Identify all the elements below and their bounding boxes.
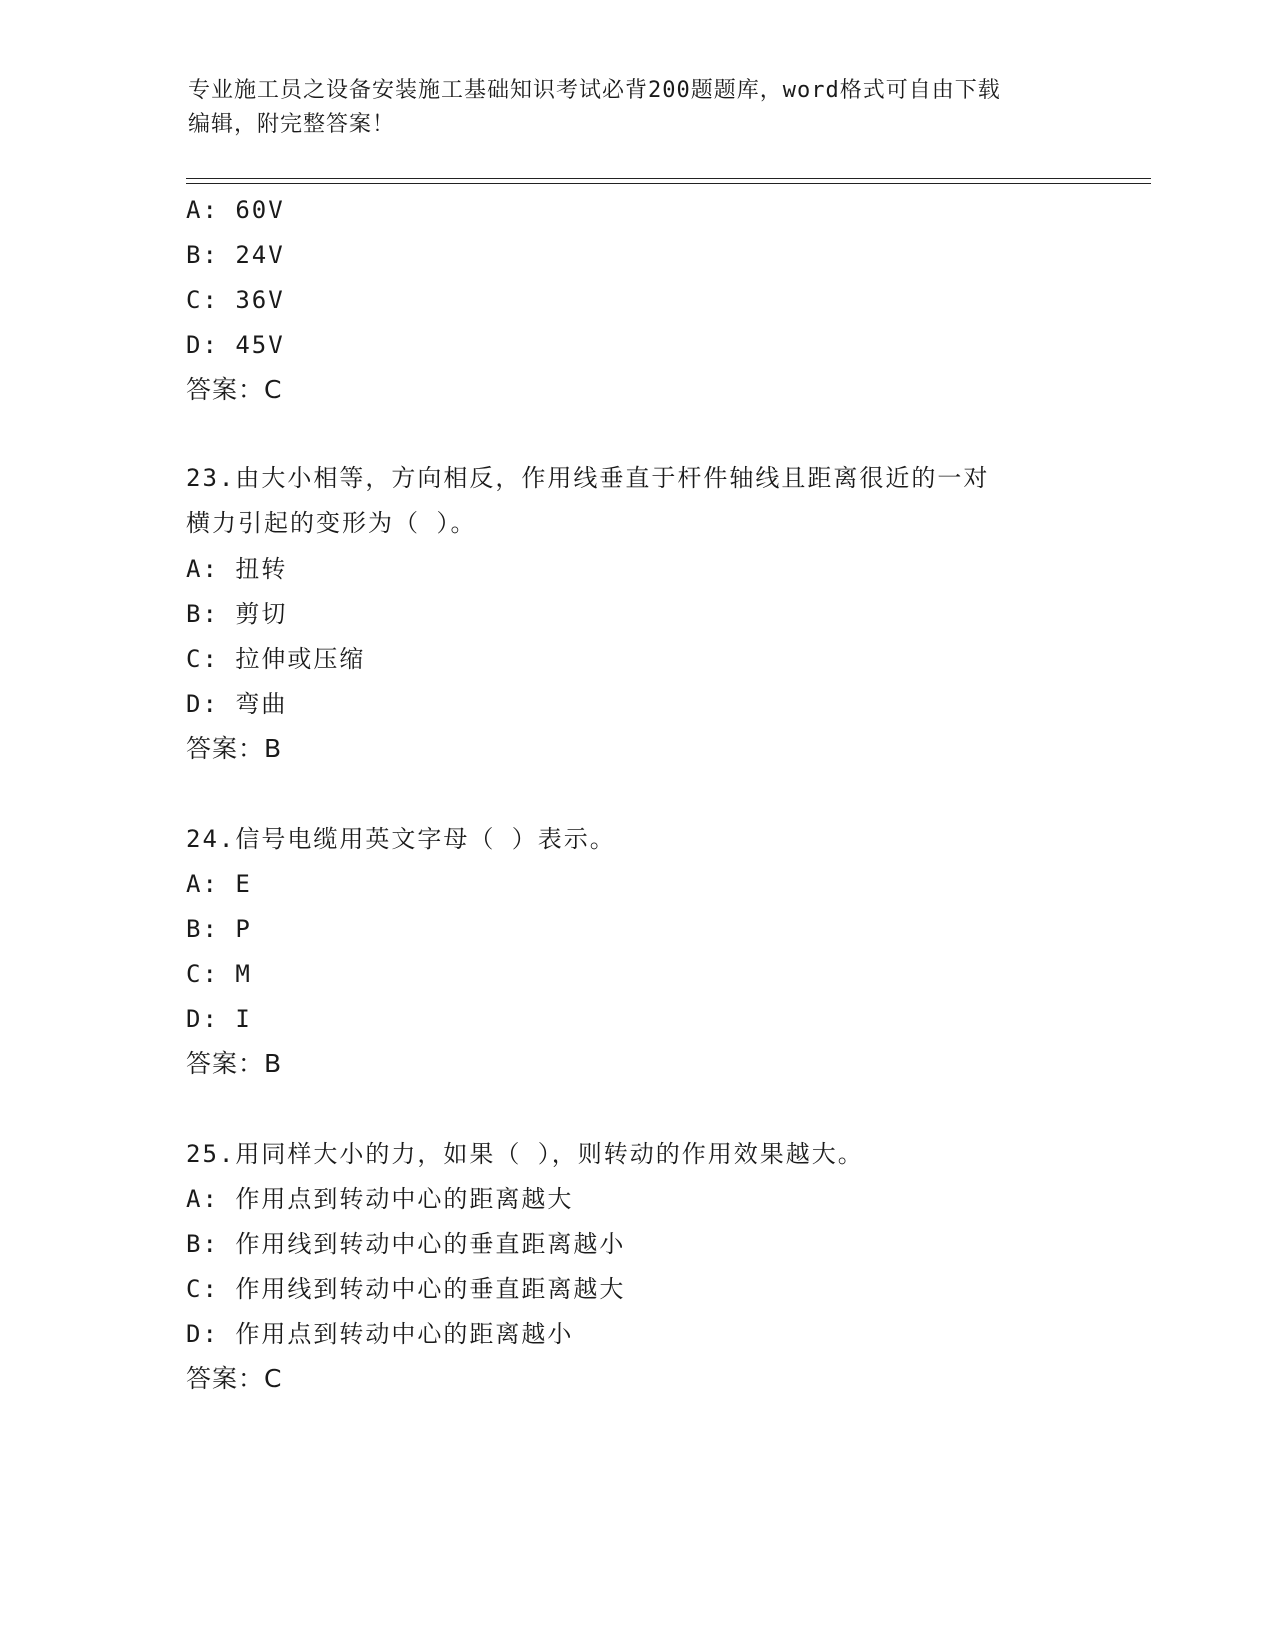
q22-option-c: C: 36V xyxy=(186,286,285,314)
q25-option-d: D: 作用点到转动中心的距离越小 xyxy=(186,1320,574,1348)
q25-question: 25.用同样大小的力，如果（ ），则转动的作用效果越大。 xyxy=(186,1140,864,1168)
q24-option-d: D: I xyxy=(186,1005,252,1033)
q23-question-line-2: 横力引起的变形为（ ）。 xyxy=(186,509,477,537)
q24-option-c: C: M xyxy=(186,960,252,988)
q23-question-line-1: 23.由大小相等，方向相反，作用线垂直于杆件轴线且距离很近的一对 xyxy=(186,464,990,492)
q23-option-a: A: 扭转 xyxy=(186,555,288,583)
q25-option-c: C: 作用线到转动中心的垂直距离越大 xyxy=(186,1275,626,1303)
q22-option-a: A: 60V xyxy=(186,196,285,224)
q24-answer: 答案：B xyxy=(186,1049,283,1078)
q22-answer: 答案：C xyxy=(186,375,283,404)
q24-option-a: A: E xyxy=(186,870,252,898)
q25-answer: 答案：C xyxy=(186,1364,283,1393)
q23-option-b: B: 剪切 xyxy=(186,600,288,628)
q25-option-a: A: 作用点到转动中心的距离越大 xyxy=(186,1185,574,1213)
q25-option-b: B: 作用线到转动中心的垂直距离越小 xyxy=(186,1230,626,1258)
document-header xyxy=(188,74,1068,142)
q22-option-b: B: 24V xyxy=(186,241,285,269)
q22-option-d: D: 45V xyxy=(186,331,285,359)
header-divider-bottom xyxy=(186,183,1151,184)
header-divider-top xyxy=(186,178,1151,179)
q23-option-c: C: 拉伸或压缩 xyxy=(186,645,366,673)
q23-option-d: D: 弯曲 xyxy=(186,690,288,718)
q24-option-b: B: P xyxy=(186,915,252,943)
header-title-line-2: 编辑，附完整答案！ xyxy=(188,112,396,137)
q23-answer: 答案：B xyxy=(186,734,283,763)
header-title-line-1: 专业施工员之设备安装施工基础知识考试必背200题题库，word格式可自由下载 xyxy=(188,78,1001,103)
q24-question: 24.信号电缆用英文字母（ ）表示。 xyxy=(186,825,616,853)
